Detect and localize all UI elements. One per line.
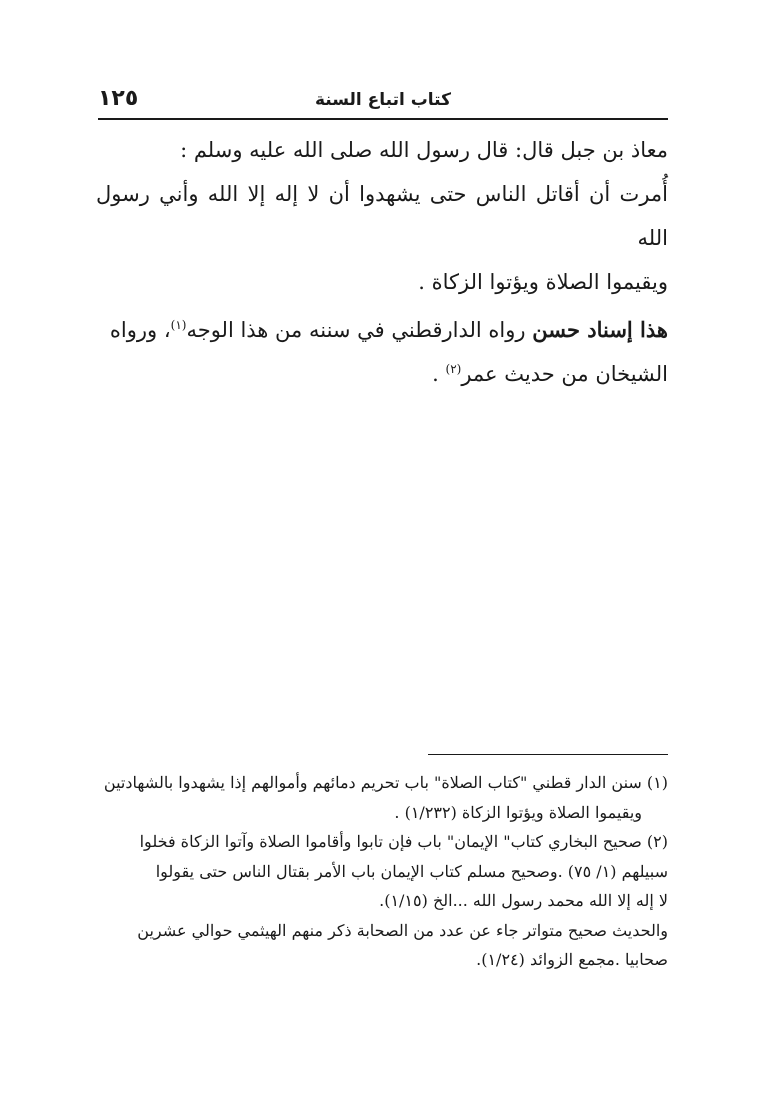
footnote-ref-1[interactable]: (١) [170, 318, 187, 332]
book-title: كتاب اتباع السنة [314, 90, 452, 110]
running-header [98, 86, 668, 116]
footnote-ref-2[interactable]: (٢) [445, 362, 462, 376]
grading-bold: هذا إسناد حسن [532, 317, 668, 342]
header-rule [98, 118, 668, 120]
footnote-2-cont: صحابيا .مجمع الزوائد (١/٢٤). [476, 950, 668, 969]
hadith-line: أُمرت أن أقاتل الناس حتى يشهدوا أن لا إله إلا الله وأني رسول الله [96, 182, 668, 250]
main-text [96, 128, 668, 396]
grading-line [96, 308, 668, 352]
source-end: . [432, 362, 446, 386]
hadith-line: ويقيموا الصلاة ويؤتوا الزكاة . [418, 270, 668, 294]
grading-tail: ، ورواه [109, 318, 171, 342]
grading-text: رواه الدارقطني في سننه من هذا الوجه [186, 318, 526, 342]
source-text: الشيخان من حديث عمر [461, 362, 668, 386]
footnote-2-cont: لا إله إلا الله محمد رسول الله ...الخ (١/١٥). [379, 891, 668, 910]
footnote-1-cont: ويقيموا الصلاة ويؤتوا الزكاة (١/٢٣٢) . [394, 802, 642, 822]
footnote-1: (١) سنن الدار قطني "كتاب الصلاة" باب تحريم دمائهم وأموالهم إذا يشهدوا بالشهادتين [103, 773, 668, 792]
page-number: ١٢٥ [98, 86, 139, 111]
footnote-2-cont: والحديث صحيح متواتر جاء عن عدد من الصحابة ذكر منهم الهيثمي حوالي عشرين [137, 920, 668, 940]
footnotes [96, 768, 668, 975]
text-line: معاذ بن جبل قال: قال رسول الله صلى الله عليه وسلم : [180, 138, 668, 162]
source-line [96, 352, 668, 396]
footnote-2: (٢) صحيح البخاري كتاب" الإيمان" باب فإن تابوا وأقاموا الصلاة وآتوا الزكاة فخلوا [139, 832, 668, 851]
footnote-2-cont: سبيلهم (١/ ٧٥) .وصحيح مسلم كتاب الإيمان باب الأمر بقتال الناس حتى يقولوا [155, 861, 668, 881]
footnote-rule [428, 754, 668, 755]
